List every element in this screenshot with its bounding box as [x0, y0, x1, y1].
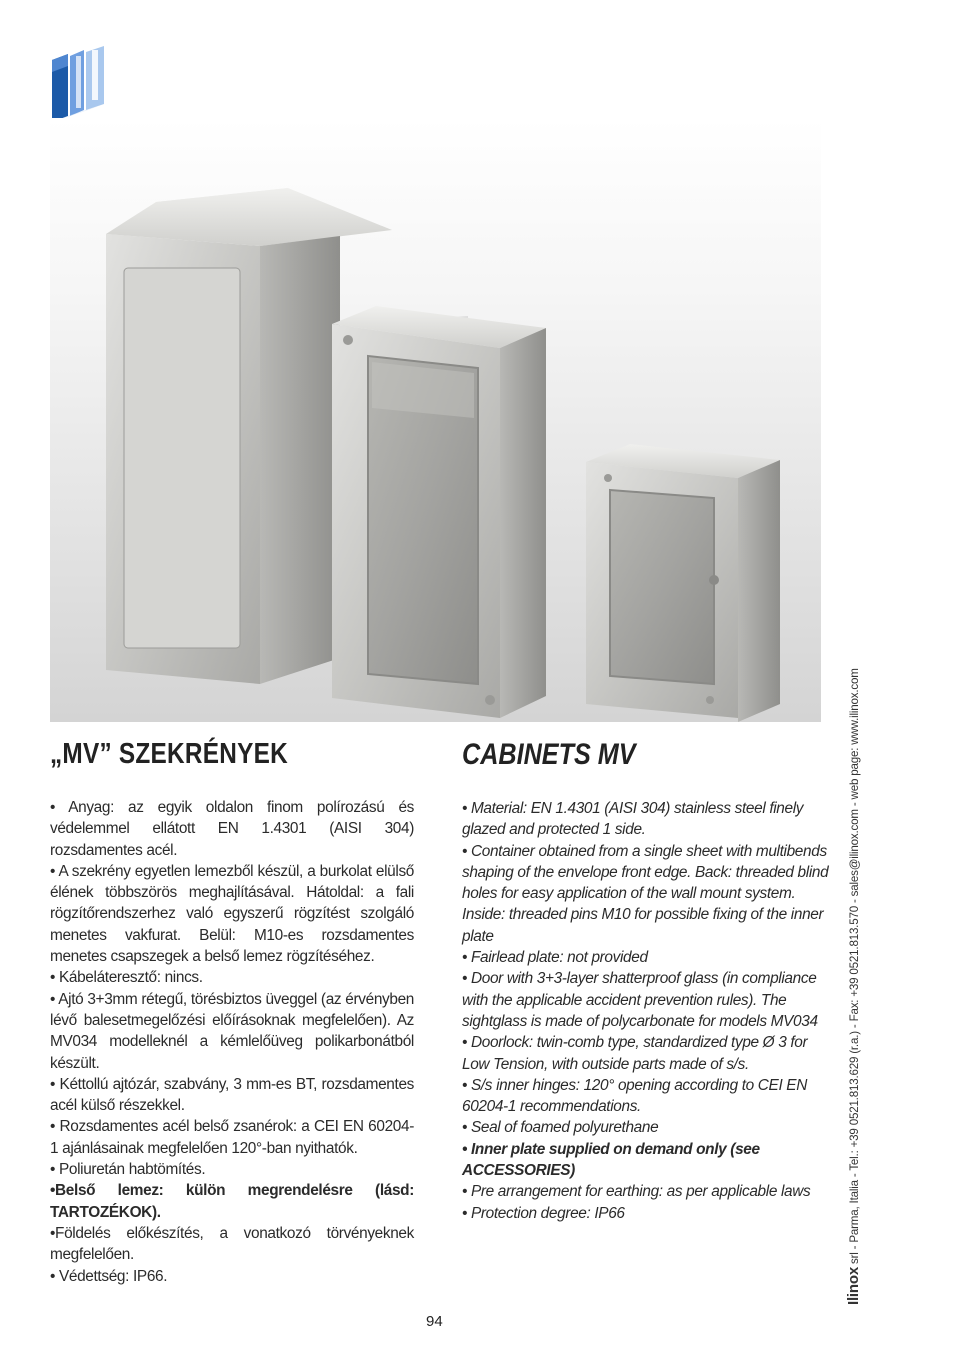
hu-item-construction: • A szekrény egyetlen lemezből készül, a burkolat elülső élének többszörös meghajlításával. Hátoldal: a fali rögzítőrendszerhez való egyszerű rögzítést szolgáló menetes vakfurat. Belül: M10-es rozsdamentes menetes csapszegek a belső lemez rögzítéséhez. — [50, 862, 414, 966]
hu-item-door: • Ajtó 3+3mm rétegű, törésbiztos üveggel (az érvényben lévő balesetmegelőzési előírásoknak megfelelően). Az MV034 modelleknél a kémlelőüveg polikarbonátból készült. — [50, 990, 414, 1072]
en-item-hinges: • S/s inner hinges: 120° opening according to CEI EN 60204-1 recommendations. — [462, 1076, 807, 1116]
cabinet-middle — [320, 306, 546, 718]
hu-item-fairlead: • Kábeláteresztő: nincs. — [50, 969, 203, 987]
en-item-protection: • Protection degree: IP66 — [462, 1204, 625, 1222]
company-info-vertical — [843, 668, 865, 1305]
cabinet-back — [106, 218, 334, 698]
en-item-container: • Container obtained from a single sheet with multibends shaping of the envelope front edge. Back: threaded blind holes for easy application of the wall mount system. — [462, 842, 829, 903]
english-column — [462, 738, 830, 1224]
en-item-seal: • Seal of foamed polyurethane — [462, 1119, 659, 1137]
english-title: CABINETS MV — [462, 738, 636, 771]
en-item-inside: Inside: threaded pins M10 for possible fixing of the inner plate — [462, 906, 824, 945]
hungarian-title: „MV” SZEKRÉNYEK — [50, 738, 288, 770]
brand-logo — [48, 46, 110, 124]
en-item-door: • Door with 3+3-layer shatterproof glass (in compliance with the applicable accident prevention rules). The sightglass is made of polycarbonate for models MV034 — [462, 970, 818, 1030]
hu-item-inner-plate: •Belső lemez: külön megrendelésre (lásd: TARTOZÉKOK). — [50, 1182, 414, 1221]
hu-item-seal: • Poliuretán habtömítés. — [50, 1161, 206, 1179]
company-contact: srl - Parma, Italia - Tel.: +39 0521.813.629 (r.a.) - Fax: +39 0521.813.570 - sales@ilinox.com - web page: www.ilinox.com — [848, 668, 861, 1264]
page-number: 94 — [426, 1313, 443, 1330]
company-brand: Ilinox — [845, 1267, 862, 1305]
hu-item-earthing: •Földelés előkészítés, a vonatkozó törvényeknek megfelelően. — [50, 1224, 414, 1264]
en-item-fairlead: • Fairlead plate: not provided — [462, 949, 648, 967]
hungarian-column — [50, 738, 414, 1287]
hu-item-lock: • Kéttollú ajtózár, szabvány, 3 mm-es BT, rozsdamentes acél külső részekkel. — [50, 1075, 414, 1115]
en-item-earthing: • Pre arrangement for earthing: as per applicable laws — [462, 1183, 811, 1201]
cabinet-right — [586, 444, 780, 722]
en-item-inner-plate: • Inner plate supplied on demand only (see ACCESSORIES) — [462, 1140, 760, 1180]
product-photo — [50, 118, 821, 722]
en-item-doorlock: • Doorlock: twin-comb type, standardized type Ø 3 for Low Tension, with outside parts made of s/s. — [462, 1034, 808, 1073]
hu-item-hinges: • Rozsdamentes acél belső zsanérok: a CEI EN 60204-1 ajánlásainak megfelelően 120°-ban nyithatók. — [50, 1118, 414, 1157]
hu-item-protection: • Védettség: IP66. — [50, 1267, 168, 1285]
en-item-material: • Material: EN 1.4301 (AISI 304) stainless steel finely glazed and protected 1 side. — [462, 800, 804, 839]
hu-item-material: • Anyag: az egyik oldalon finom polírozású és védelemmel ellátott EN 1.4301 (AISI 304) rozsdamentes acél. — [50, 799, 414, 859]
